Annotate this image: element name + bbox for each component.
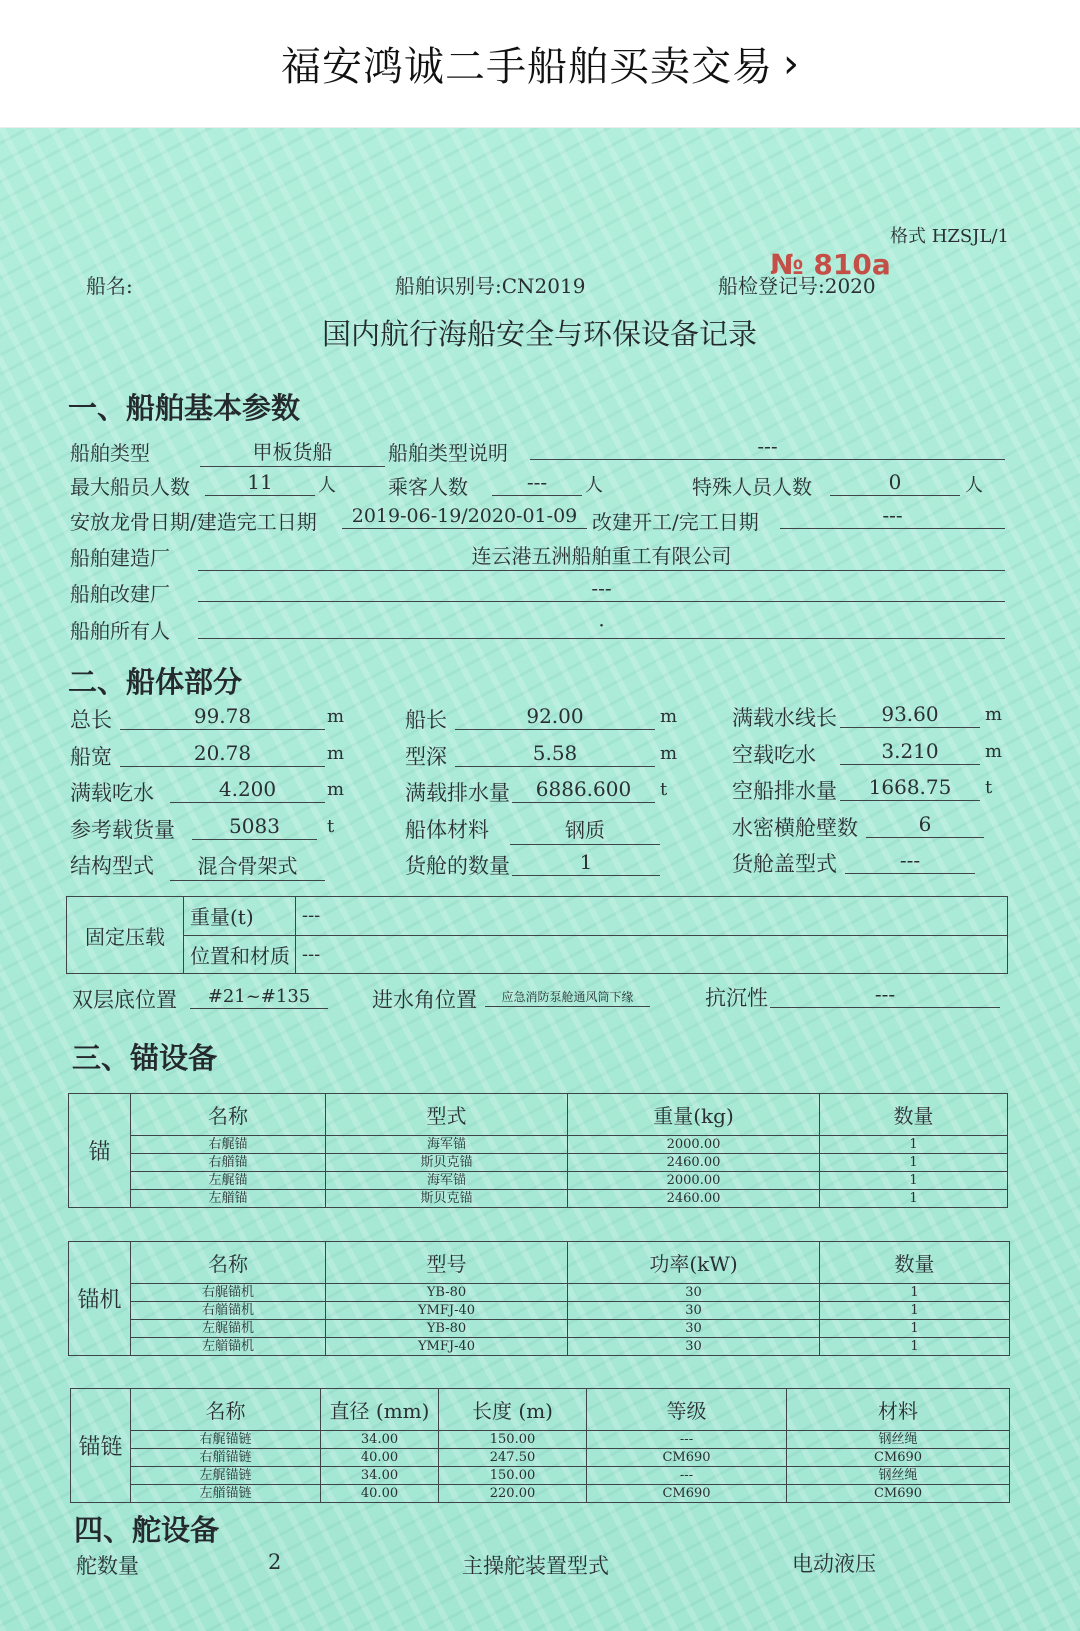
table-cell: 钢丝绳: [787, 1467, 1010, 1485]
builder-label: 船舶建造厂: [70, 546, 170, 570]
rebuilder-value: ---: [198, 576, 1005, 602]
table-cell: 1: [820, 1338, 1010, 1356]
light-draft-value: 3.210: [840, 739, 980, 765]
depth-label: 型深: [405, 745, 447, 769]
chain-label: 锚链: [71, 1389, 131, 1503]
table-cell: 220.00: [439, 1485, 587, 1503]
section-3-heading: 三、锚设备: [72, 1041, 218, 1075]
table-header: 名称: [131, 1389, 321, 1431]
cargo-capacity-unit: t: [327, 816, 335, 837]
table-header: 直径 (mm): [321, 1389, 439, 1431]
table-header: 数量: [820, 1242, 1010, 1284]
table-cell: 右艉锚链: [131, 1431, 321, 1449]
windlass-label: 锚机: [69, 1242, 131, 1356]
table-cell: 40.00: [321, 1449, 439, 1467]
hatch-cover-value: ---: [845, 848, 975, 874]
table-header: 型式: [326, 1094, 568, 1136]
special-personnel-label: 特殊人员人数: [692, 475, 812, 499]
table-cell: YMFJ-40: [326, 1338, 568, 1356]
table-cell: 150.00: [439, 1467, 587, 1485]
table-header: 功率(kW): [568, 1242, 820, 1284]
table-cell: 海军锚: [326, 1136, 568, 1154]
lpp-unit: m: [660, 706, 678, 727]
table-cell: ---: [587, 1431, 787, 1449]
table-row: [69, 1136, 1008, 1154]
full-displacement-label: 满载排水量: [405, 781, 510, 805]
light-draft-unit: m: [985, 741, 1003, 762]
table-header: 重量(kg): [568, 1094, 820, 1136]
table-cell: 右艉锚机: [131, 1284, 326, 1302]
table-cell: 1: [820, 1320, 1010, 1338]
table-cell: 2000.00: [568, 1172, 820, 1190]
table-cell: CM690: [587, 1485, 787, 1503]
table-cell: 右艏锚链: [131, 1449, 321, 1467]
section-2-heading: 二、船体部分: [68, 665, 243, 699]
table-cell: YB-80: [326, 1284, 568, 1302]
document-title: 国内航行海船安全与环保设备记录: [322, 317, 758, 351]
table-cell: 30: [568, 1284, 820, 1302]
format-code: 格式 HZSJL/1: [890, 226, 1009, 247]
keel-date-value: 2019-06-19/2020-01-09: [342, 505, 587, 529]
lwl-label: 满载水线长: [732, 706, 837, 730]
anchor-label: 锚: [69, 1094, 131, 1208]
max-crew-label: 最大船员人数: [70, 475, 190, 499]
app-header[interactable]: [0, 0, 1080, 128]
bulkheads-label: 水密横舱壁数: [732, 816, 858, 840]
table-row: [69, 1284, 1010, 1302]
registration-number-label: 船检登记号:2020: [718, 274, 876, 298]
table-header: 型号: [326, 1242, 568, 1284]
table-cell: 1: [820, 1190, 1008, 1208]
table-cell: 右艉锚: [131, 1136, 326, 1154]
beam-unit: m: [327, 743, 345, 764]
loa-unit: m: [327, 706, 345, 727]
lwl-value: 93.60: [840, 702, 980, 728]
table-row: [69, 1338, 1010, 1356]
light-displacement-label: 空船排水量: [732, 779, 837, 803]
lpp-label: 船长: [405, 708, 447, 732]
rebuild-date-value: ---: [780, 503, 1005, 529]
bulkheads-value: 6: [866, 812, 984, 838]
table-cell: 30: [568, 1320, 820, 1338]
table-row: [69, 1302, 1010, 1320]
serial-number-stamp: № 810a: [770, 248, 891, 281]
ship-id-label: 船舶识别号:CN2019: [395, 274, 586, 298]
ballast-table: [66, 896, 1008, 974]
full-displacement-unit: t: [660, 779, 668, 800]
table-row: [71, 1449, 1010, 1467]
table-row: [71, 1431, 1010, 1449]
table-cell: CM690: [787, 1449, 1010, 1467]
page-title[interactable]: 福安鸿诚二手船舶买卖交易: [281, 44, 773, 90]
owner-value: ·: [198, 613, 1005, 639]
table-cell: YMFJ-40: [326, 1302, 568, 1320]
table-row: [69, 1320, 1010, 1338]
rebuild-date-label: 改建开工/完工日期: [592, 510, 759, 534]
table-cell: 右艏锚机: [131, 1302, 326, 1320]
double-bottom-label: 双层底位置: [72, 988, 177, 1012]
beam-value: 20.78: [120, 741, 325, 767]
ballast-weight-value: ---: [296, 897, 1008, 936]
builder-value: 连云港五洲船舶重工有限公司: [198, 540, 1005, 571]
table-cell: 钢丝绳: [787, 1431, 1010, 1449]
ship-type-value: 甲板货船: [200, 436, 385, 467]
section-4-heading: 四、舵设备: [74, 1513, 220, 1547]
ballast-position-value: ---: [296, 935, 1008, 974]
depth-unit: m: [660, 743, 678, 764]
holds-label: 货舱的数量: [405, 854, 510, 878]
table-cell: 左艉锚链: [131, 1467, 321, 1485]
table-row: [69, 1190, 1008, 1208]
table-cell: 34.00: [321, 1431, 439, 1449]
cargo-capacity-label: 参考载货量: [70, 818, 175, 842]
beam-label: 船宽: [70, 745, 112, 769]
double-bottom-value: #21~#135: [190, 986, 328, 1009]
table-header: 名称: [131, 1242, 326, 1284]
certificate-document: [0, 128, 1080, 1631]
steering-gear-label: 主操舵装置型式: [462, 1554, 609, 1578]
anchor-chain-table: [70, 1388, 1010, 1503]
ship-name-label: 船名:: [86, 274, 133, 298]
table-row: [69, 1172, 1008, 1190]
holds-value: 1: [512, 850, 660, 876]
loa-value: 99.78: [120, 704, 325, 730]
table-cell: 斯贝克锚: [326, 1190, 568, 1208]
table-cell: 2460.00: [568, 1190, 820, 1208]
max-crew-unit: 人: [318, 475, 336, 496]
full-draft-unit: m: [327, 779, 345, 800]
light-displacement-value: 1668.75: [840, 775, 980, 801]
table-cell: 2000.00: [568, 1136, 820, 1154]
rudder-count-value: 2: [268, 1550, 282, 1574]
light-draft-label: 空载吃水: [732, 743, 816, 767]
full-displacement-value: 6886.600: [512, 777, 655, 803]
section-1-heading: 一、船舶基本参数: [68, 391, 301, 425]
special-personnel-value: 0: [830, 470, 960, 496]
table-cell: 150.00: [439, 1431, 587, 1449]
table-cell: 1: [820, 1154, 1008, 1172]
ballast-label: 固定压载: [67, 897, 184, 974]
loa-label: 总长: [70, 708, 112, 732]
table-cell: 30: [568, 1302, 820, 1320]
hull-material-value: 钢质: [510, 814, 660, 845]
passengers-label: 乘客人数: [388, 475, 468, 499]
depth-value: 5.58: [455, 741, 655, 767]
table-header: 名称: [131, 1094, 326, 1136]
rebuilder-label: 船舶改建厂: [70, 582, 170, 606]
windlass-table: [68, 1241, 1010, 1356]
sinking-resistance-value: ---: [770, 982, 1000, 1008]
table-cell: 34.00: [321, 1467, 439, 1485]
table-cell: CM690: [787, 1485, 1010, 1503]
table-row: [71, 1467, 1010, 1485]
ship-type-desc-label: 船舶类型说明: [388, 441, 508, 465]
table-cell: 40.00: [321, 1485, 439, 1503]
hull-material-label: 船体材料: [405, 818, 489, 842]
table-cell: 左艉锚: [131, 1172, 326, 1190]
table-cell: 左艏锚机: [131, 1338, 326, 1356]
passengers-value: ---: [492, 470, 582, 496]
lpp-value: 92.00: [455, 704, 655, 730]
table-cell: 斯贝克锚: [326, 1154, 568, 1172]
table-cell: 左艏锚: [131, 1190, 326, 1208]
table-cell: 1: [820, 1136, 1008, 1154]
table-header: 等级: [587, 1389, 787, 1431]
flood-angle-label: 进水角位置: [372, 988, 477, 1012]
table-row: [69, 1154, 1008, 1172]
table-cell: 1: [820, 1284, 1010, 1302]
structure-value: 混合骨架式: [170, 850, 325, 881]
table-cell: 左艉锚机: [131, 1320, 326, 1338]
table-cell: 1: [820, 1302, 1010, 1320]
table-header: 材料: [787, 1389, 1010, 1431]
passengers-unit: 人: [585, 475, 603, 496]
steering-gear-value: 电动液压: [792, 1552, 876, 1576]
structure-label: 结构型式: [70, 854, 154, 878]
chevron-right-icon[interactable]: ›: [783, 40, 799, 87]
table-cell: ---: [587, 1467, 787, 1485]
lwl-unit: m: [985, 704, 1003, 725]
table-header: 数量: [820, 1094, 1008, 1136]
full-draft-label: 满载吃水: [70, 781, 154, 805]
owner-label: 船舶所有人: [70, 619, 170, 643]
cargo-capacity-value: 5083: [192, 814, 317, 840]
ballast-weight-label: 重量(t): [184, 897, 296, 936]
table-cell: 247.50: [439, 1449, 587, 1467]
hatch-cover-label: 货舱盖型式: [732, 852, 837, 876]
full-draft-value: 4.200: [170, 777, 325, 803]
table-cell: 2460.00: [568, 1154, 820, 1172]
ship-type-label: 船舶类型: [70, 441, 150, 465]
light-displacement-unit: t: [985, 777, 993, 798]
anchor-table: [68, 1093, 1008, 1208]
rudder-count-label: 舵数量: [76, 1554, 139, 1578]
table-cell: CM690: [587, 1449, 787, 1467]
ship-type-desc-value: ---: [530, 434, 1005, 460]
table-row: [71, 1485, 1010, 1503]
table-cell: YB-80: [326, 1320, 568, 1338]
sinking-resistance-label: 抗沉性: [705, 986, 768, 1010]
special-personnel-unit: 人: [965, 475, 983, 496]
table-cell: 海军锚: [326, 1172, 568, 1190]
table-cell: 1: [820, 1172, 1008, 1190]
max-crew-value: 11: [205, 470, 315, 496]
ballast-position-label: 位置和材质: [184, 935, 296, 974]
keel-date-label: 安放龙骨日期/建造完工日期: [70, 510, 317, 534]
table-header: 长度 (m): [439, 1389, 587, 1431]
table-cell: 左艏锚链: [131, 1485, 321, 1503]
flood-angle-value: 应急消防泵舱通风筒下缘: [485, 988, 650, 1007]
table-cell: 30: [568, 1338, 820, 1356]
table-cell: 右艏锚: [131, 1154, 326, 1172]
